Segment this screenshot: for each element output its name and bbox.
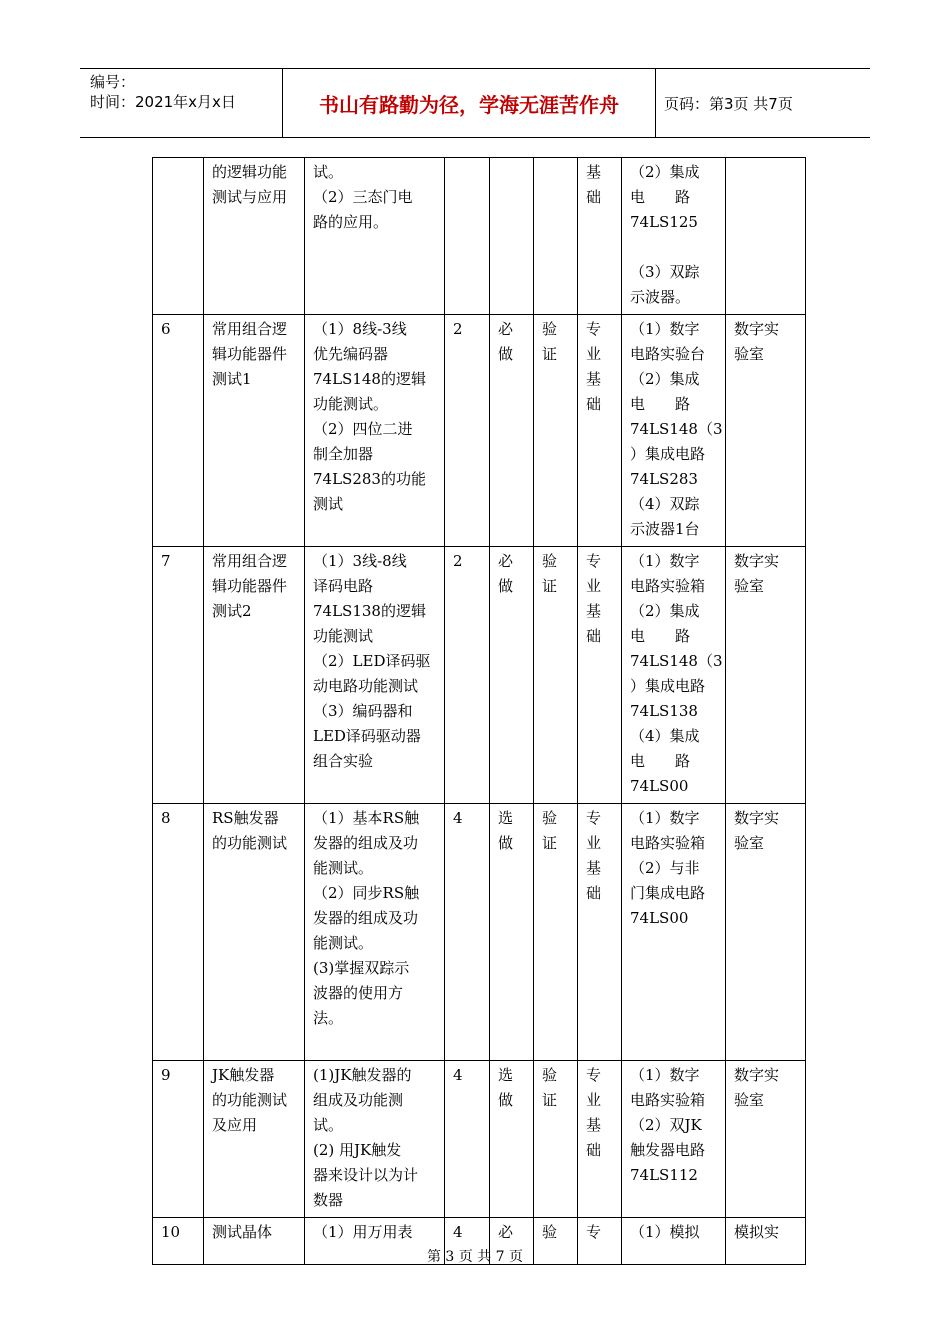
cell-line: 触发器电路 bbox=[630, 1141, 706, 1159]
cell-line: 业 bbox=[586, 577, 602, 595]
serial-label: 编号： bbox=[90, 73, 136, 91]
cell-line: 常用组合逻 bbox=[212, 320, 288, 338]
page-header bbox=[80, 68, 870, 138]
cell-line: 验 bbox=[542, 1066, 558, 1084]
cell-line: 波器的使用方 bbox=[313, 984, 404, 1002]
cell-requirement bbox=[490, 547, 534, 804]
cell-line: 验室 bbox=[734, 834, 765, 852]
cell-line: 电 路 bbox=[630, 395, 691, 413]
cell-line: 测试1 bbox=[212, 370, 252, 388]
cell-line: 数器 bbox=[313, 1191, 344, 1209]
cell-line: 专 bbox=[586, 552, 602, 570]
cell-content bbox=[305, 315, 445, 547]
cell-line: 能测试。 bbox=[313, 934, 374, 952]
cell-line: 证 bbox=[542, 834, 558, 852]
cell-no bbox=[153, 158, 204, 315]
cell-line: 验 bbox=[542, 320, 558, 338]
cell-line: 能测试。 bbox=[313, 859, 374, 877]
header-motto: 书山有路勤为径，学海无涯苦作舟 bbox=[283, 69, 656, 137]
cell-line: （1）基本RS触 bbox=[313, 809, 420, 827]
cell-line: 电 路 bbox=[630, 188, 691, 206]
cell-line: (2) 用JK触发 bbox=[313, 1141, 402, 1159]
cell-name bbox=[204, 1061, 305, 1218]
cell-line: 基 bbox=[586, 370, 602, 388]
cell-equipment bbox=[622, 547, 726, 804]
cell-line: 专 bbox=[586, 809, 602, 827]
cell-line: 74LS125 bbox=[630, 213, 698, 231]
cell-line: 的逻辑功能 bbox=[212, 163, 288, 181]
cell-line: 电 路 bbox=[630, 752, 691, 770]
cell-lab bbox=[726, 804, 806, 1061]
cell-line: 的功能测试 bbox=[212, 834, 288, 852]
cell-line: 74LS00 bbox=[630, 777, 689, 795]
cell-hours: 4 bbox=[445, 804, 490, 1061]
cell-line: 必 bbox=[498, 1223, 514, 1241]
cell-line: （1）数字 bbox=[630, 1066, 700, 1084]
cell-line: 74LS138的逻辑 bbox=[313, 602, 426, 620]
cell-line: 试。 bbox=[313, 163, 344, 181]
cell-line: 路的应用。 bbox=[313, 213, 389, 231]
experiment-table bbox=[152, 157, 806, 1265]
cell-requirement bbox=[490, 804, 534, 1061]
cell-content bbox=[305, 804, 445, 1061]
cell-name bbox=[204, 547, 305, 804]
cell-content bbox=[305, 1061, 445, 1218]
cell-line: 测试与应用 bbox=[212, 188, 288, 206]
cell-line: 组合实验 bbox=[313, 752, 374, 770]
cell-line: 辑功能器件 bbox=[212, 345, 288, 363]
header-page-info: 页码：第3页 共7页 bbox=[664, 95, 793, 113]
table-row bbox=[153, 1061, 806, 1218]
cell-no: 6 bbox=[153, 315, 204, 547]
cell-line: (1)JK触发器的 bbox=[313, 1066, 412, 1084]
cell-line: 数字实 bbox=[734, 552, 780, 570]
cell-line: 译码电路 bbox=[313, 577, 374, 595]
cell-equipment bbox=[622, 1061, 726, 1218]
cell-line: 功能测试 bbox=[313, 627, 374, 645]
cell-line: 电路实验箱 bbox=[630, 1091, 706, 1109]
cell-line: 验 bbox=[542, 552, 558, 570]
cell-line: 必 bbox=[498, 320, 514, 338]
cell-line: （4）双踪 bbox=[630, 495, 700, 513]
table-row bbox=[153, 804, 806, 1061]
cell-line: 测试 bbox=[313, 495, 344, 513]
cell-line: 业 bbox=[586, 1091, 602, 1109]
cell-line: 做 bbox=[498, 345, 514, 363]
cell-line: （2）双JK bbox=[630, 1116, 702, 1134]
cell-line: JK触发器 bbox=[212, 1066, 275, 1084]
cell-lab bbox=[726, 547, 806, 804]
cell-line: LED译码驱动器 bbox=[313, 727, 421, 745]
cell-line: （2）四位二进 bbox=[313, 420, 413, 438]
cell-line: 基 bbox=[586, 602, 602, 620]
cell-line: 础 bbox=[586, 1141, 602, 1159]
cell-line: 的功能测试 bbox=[212, 1091, 288, 1109]
cell-line: 优先编码器 bbox=[313, 345, 389, 363]
cell-line: 基 bbox=[586, 1116, 602, 1134]
cell-line: 专 bbox=[586, 1223, 602, 1241]
cell-line: 做 bbox=[498, 1091, 514, 1109]
table-row bbox=[153, 158, 806, 315]
cell-no: 10 bbox=[153, 1218, 204, 1265]
cell-line: 验 bbox=[542, 1223, 558, 1241]
cell-type bbox=[534, 1061, 578, 1218]
cell-line: ）集成电路 bbox=[630, 445, 706, 463]
cell-line: 础 bbox=[586, 884, 602, 902]
cell-line: 74LS148（3 bbox=[630, 420, 723, 438]
cell-line: 模拟实 bbox=[734, 1223, 780, 1241]
cell-line: 验室 bbox=[734, 1091, 765, 1109]
cell-category bbox=[578, 315, 622, 547]
cell-no: 9 bbox=[153, 1061, 204, 1218]
cell-line: （1）3线-8线 bbox=[313, 552, 407, 570]
cell-line: （1）模拟 bbox=[630, 1223, 700, 1241]
cell-line: 必 bbox=[498, 552, 514, 570]
cell-category bbox=[578, 1061, 622, 1218]
cell-category bbox=[578, 804, 622, 1061]
cell-line: 专 bbox=[586, 1066, 602, 1084]
cell-lab bbox=[726, 158, 806, 315]
cell-line: （2）同步RS触 bbox=[313, 884, 420, 902]
cell-line: 74LS148的逻辑 bbox=[313, 370, 426, 388]
cell-line: 业 bbox=[586, 834, 602, 852]
cell-type bbox=[534, 804, 578, 1061]
cell-line: 业 bbox=[586, 345, 602, 363]
cell-line: 基 bbox=[586, 163, 602, 181]
cell-line: 74LS00 bbox=[630, 909, 689, 927]
cell-category bbox=[578, 158, 622, 315]
cell-line: 电路实验箱 bbox=[630, 577, 706, 595]
cell-type bbox=[534, 547, 578, 804]
cell-line: 器来设计以为计 bbox=[313, 1166, 419, 1184]
cell-line: （2）LED译码驱 bbox=[313, 652, 431, 670]
cell-line: 础 bbox=[586, 627, 602, 645]
cell-name bbox=[204, 315, 305, 547]
header-meta bbox=[80, 69, 283, 137]
cell-line: 及应用 bbox=[212, 1116, 258, 1134]
cell-line: 础 bbox=[586, 395, 602, 413]
cell-name bbox=[204, 804, 305, 1061]
cell-line: 动电路功能测试 bbox=[313, 677, 419, 695]
cell-line: 辑功能器件 bbox=[212, 577, 288, 595]
table-row bbox=[153, 315, 806, 547]
cell-line: 测试晶体 bbox=[212, 1223, 273, 1241]
date-label: 时间：2021年x月x日 bbox=[90, 93, 236, 111]
cell-line: （1）8线-3线 bbox=[313, 320, 407, 338]
cell-type bbox=[534, 158, 578, 315]
cell-line: 电 路 bbox=[630, 627, 691, 645]
cell-line: 发器的组成及功 bbox=[313, 834, 419, 852]
cell-line: 法。 bbox=[313, 1009, 344, 1027]
cell-line: （2）集成 bbox=[630, 602, 700, 620]
cell-line: （2）与非 bbox=[630, 859, 700, 877]
page-footer: 第 3 页 共 7 页 bbox=[426, 1249, 524, 1265]
cell-lab bbox=[726, 1061, 806, 1218]
cell-line: 基 bbox=[586, 859, 602, 877]
cell-equipment bbox=[622, 315, 726, 547]
table-row bbox=[153, 547, 806, 804]
cell-line: 常用组合逻 bbox=[212, 552, 288, 570]
cell-line: 试。 bbox=[313, 1116, 344, 1134]
cell-line: （2）集成 bbox=[630, 370, 700, 388]
cell-hours: 4 bbox=[445, 1218, 490, 1265]
cell-category bbox=[578, 547, 622, 804]
cell-content bbox=[305, 158, 445, 315]
cell-line: 示波器1台 bbox=[630, 520, 700, 538]
cell-no: 7 bbox=[153, 547, 204, 804]
cell-line: 门集成电路 bbox=[630, 884, 706, 902]
cell-line: 74LS112 bbox=[630, 1166, 698, 1184]
cell-name bbox=[204, 158, 305, 315]
cell-line: （4）集成 bbox=[630, 727, 700, 745]
cell-line: （2）三态门电 bbox=[313, 188, 413, 206]
cell-line: （2）集成 bbox=[630, 163, 700, 181]
cell-line: 74LS283 bbox=[630, 470, 698, 488]
cell-hours bbox=[445, 158, 490, 315]
cell-line: 74LS138 bbox=[630, 702, 698, 720]
cell-line: 74LS283的功能 bbox=[313, 470, 426, 488]
cell-line: ）集成电路 bbox=[630, 677, 706, 695]
cell-equipment bbox=[622, 158, 726, 315]
cell-line: 数字实 bbox=[734, 320, 780, 338]
cell-line: 制全加器 bbox=[313, 445, 374, 463]
cell-no: 8 bbox=[153, 804, 204, 1061]
cell-line: 证 bbox=[542, 1091, 558, 1109]
cell-line: 数字实 bbox=[734, 809, 780, 827]
cell-line: （1）数字 bbox=[630, 320, 700, 338]
cell-equipment bbox=[622, 804, 726, 1061]
cell-line: （1）用万用表 bbox=[313, 1223, 413, 1241]
cell-line: 测试2 bbox=[212, 602, 252, 620]
cell-line: 做 bbox=[498, 577, 514, 595]
cell-line: 组成及功能测 bbox=[313, 1091, 404, 1109]
cell-lab bbox=[726, 315, 806, 547]
cell-line: 验 bbox=[542, 809, 558, 827]
cell-line: 专 bbox=[586, 320, 602, 338]
cell-line: 数字实 bbox=[734, 1066, 780, 1084]
cell-line bbox=[630, 235, 717, 260]
cell-hours: 2 bbox=[445, 315, 490, 547]
cell-line: （1）数字 bbox=[630, 809, 700, 827]
cell-line: 选 bbox=[498, 1066, 514, 1084]
cell-line: 础 bbox=[586, 188, 602, 206]
cell-line: 示波器。 bbox=[630, 288, 691, 306]
cell-line: 证 bbox=[542, 577, 558, 595]
cell-requirement bbox=[490, 1061, 534, 1218]
cell-requirement bbox=[490, 315, 534, 547]
cell-type bbox=[534, 315, 578, 547]
cell-line: (3)掌握双踪示 bbox=[313, 959, 410, 977]
cell-line: 电路实验台 bbox=[630, 345, 706, 363]
cell-line: 验室 bbox=[734, 577, 765, 595]
cell-line: （3）双踪 bbox=[630, 263, 700, 281]
cell-line: 选 bbox=[498, 809, 514, 827]
cell-line: （3）编码器和 bbox=[313, 702, 413, 720]
cell-line: 做 bbox=[498, 834, 514, 852]
cell-content bbox=[305, 547, 445, 804]
cell-line: 发器的组成及功 bbox=[313, 909, 419, 927]
cell-line: 功能测试。 bbox=[313, 395, 389, 413]
cell-line: 电路实验箱 bbox=[630, 834, 706, 852]
cell-line: 验室 bbox=[734, 345, 765, 363]
cell-hours: 2 bbox=[445, 547, 490, 804]
cell-line: RS触发器 bbox=[212, 809, 279, 827]
cell-line: 证 bbox=[542, 345, 558, 363]
cell-line: 74LS148（3 bbox=[630, 652, 723, 670]
cell-line: （1）数字 bbox=[630, 552, 700, 570]
cell-requirement bbox=[490, 158, 534, 315]
cell-hours: 4 bbox=[445, 1061, 490, 1218]
